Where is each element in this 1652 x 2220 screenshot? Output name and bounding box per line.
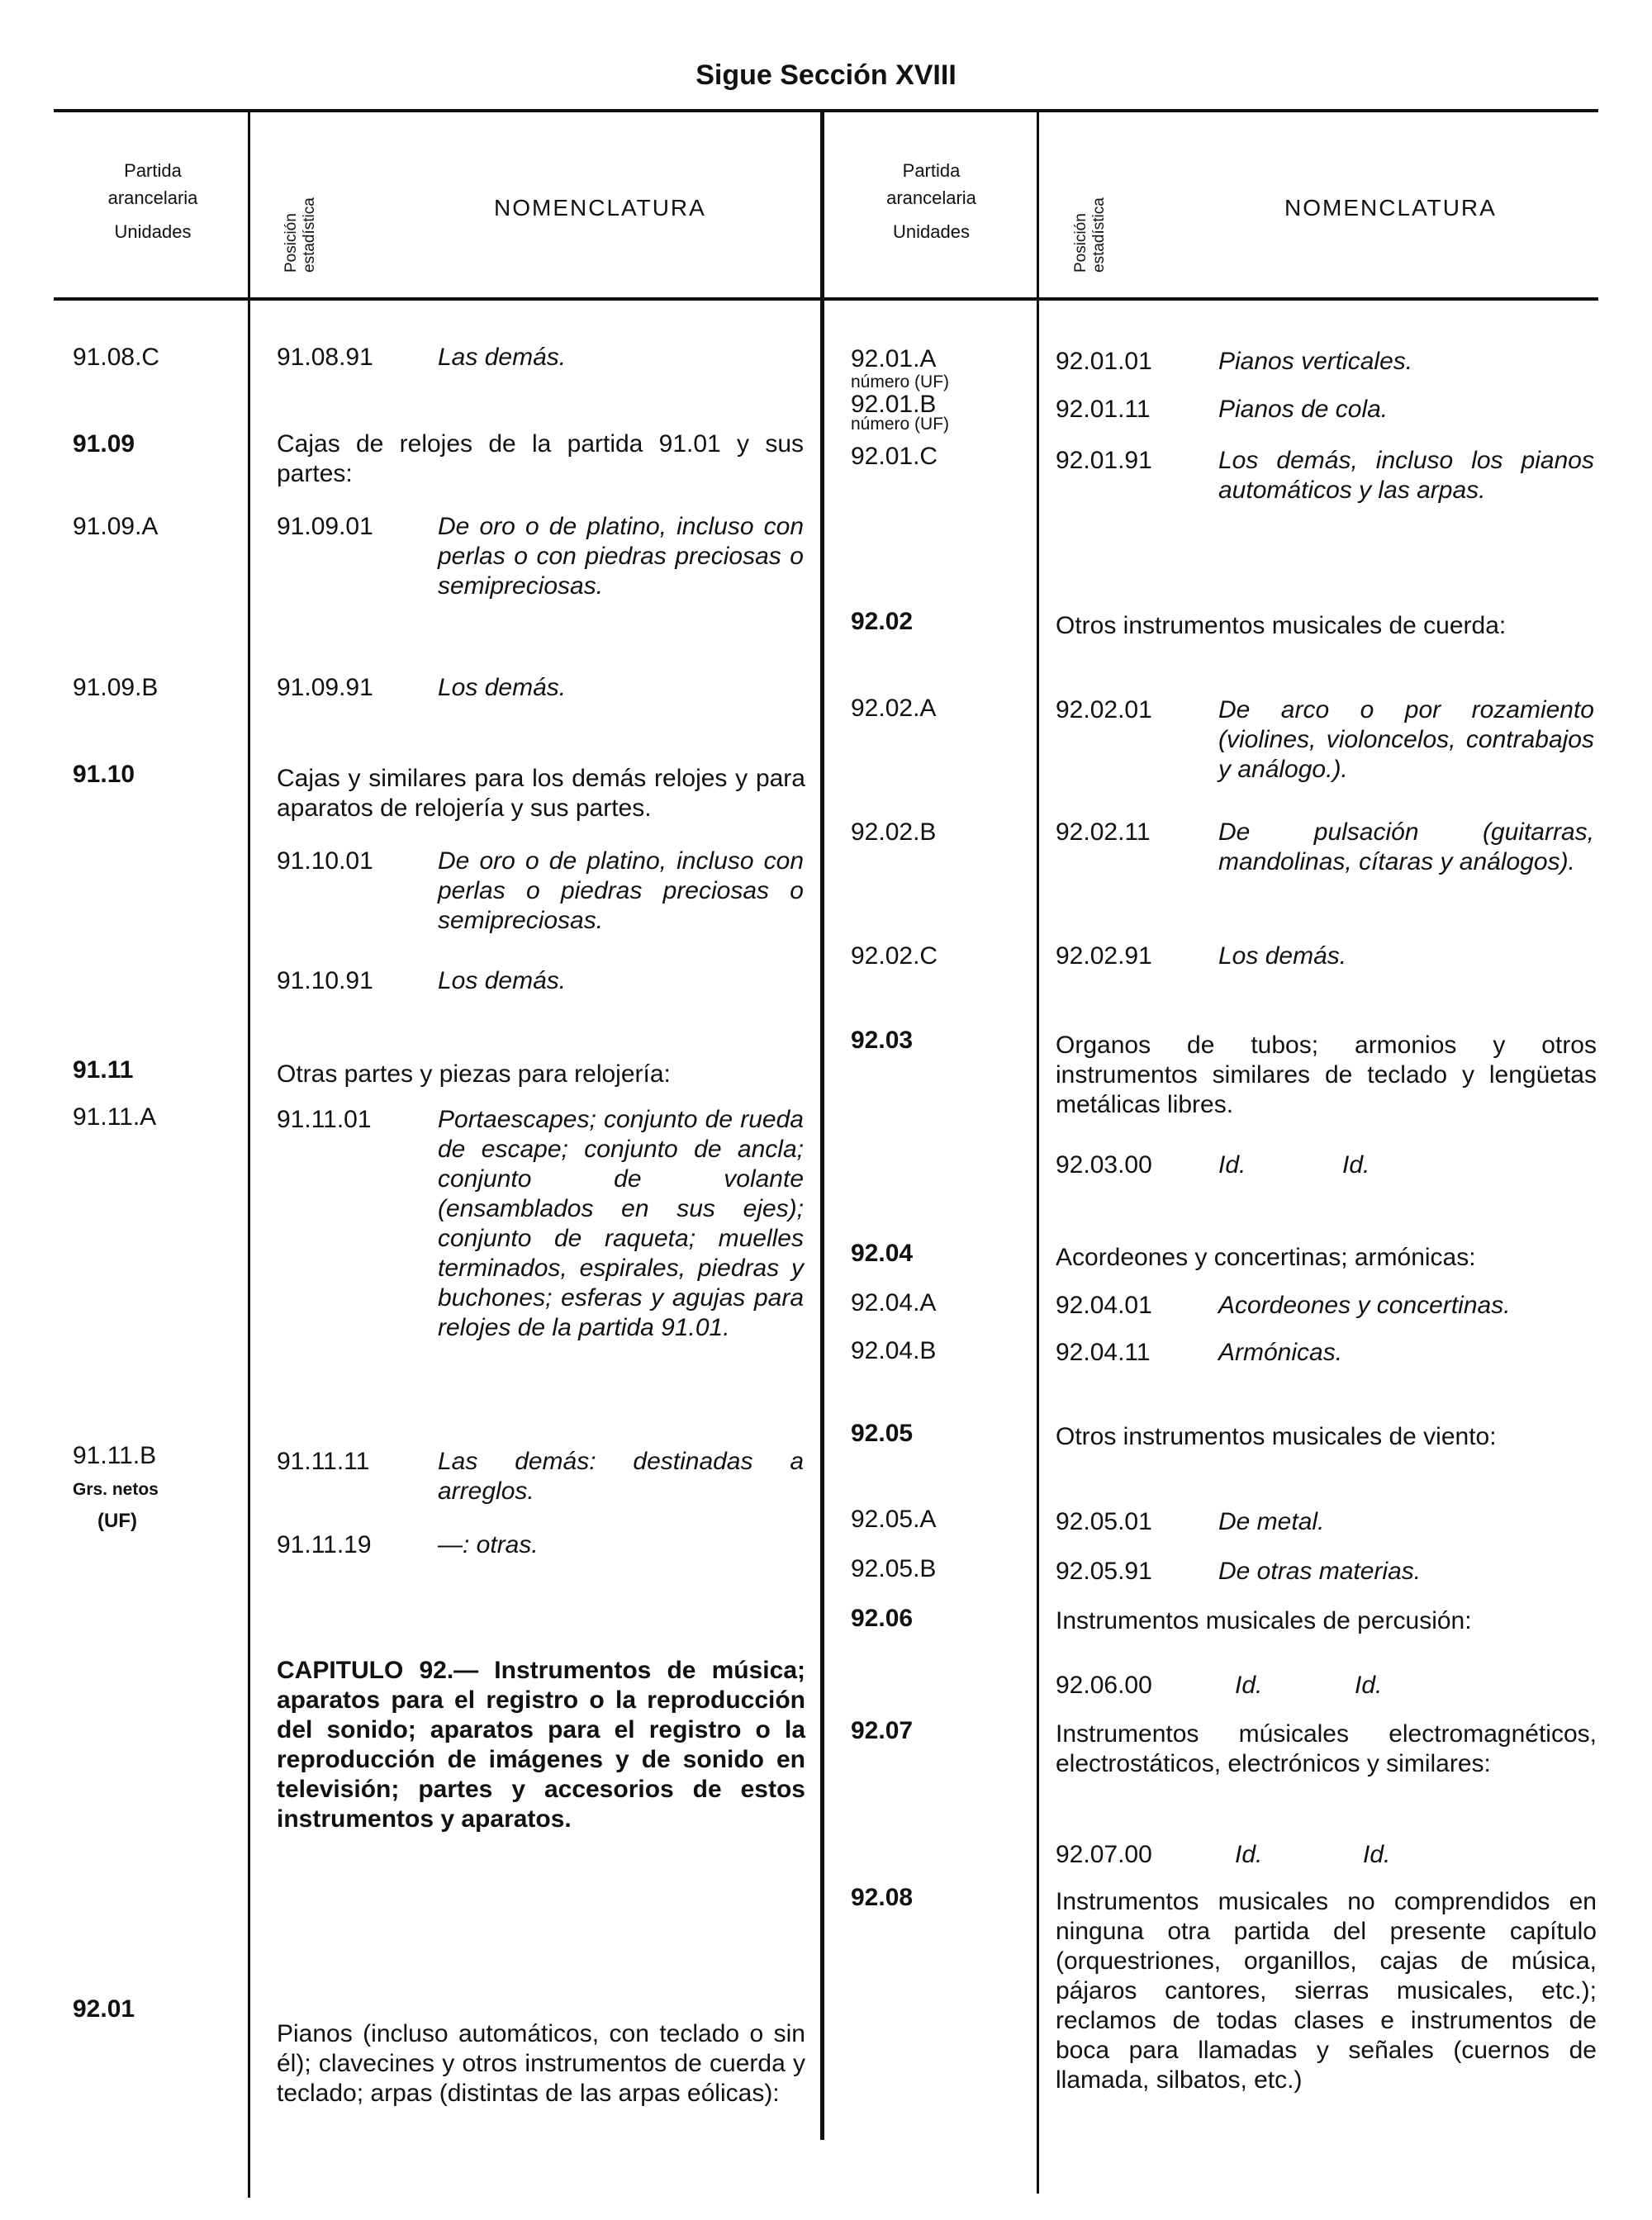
heading-description: Pianos (incluso automáticos, con teclado o sin él); clavecines y otros instrumentos de cuerda y teclado; arpas (distintas de las arpas eólicas): bbox=[277, 2020, 805, 2107]
partida-code: 92.04 bbox=[851, 1240, 914, 1267]
entry-description: Armónicas. bbox=[1218, 1339, 1343, 1366]
partida-code: 92.07 bbox=[851, 1717, 914, 1744]
partida-code: 92.01 bbox=[73, 1995, 135, 2023]
entry-description: De oro o de platino, incluso con perlas o con piedras preciosas o semipreciosas. bbox=[438, 513, 804, 600]
partida-code: 91.11 bbox=[73, 1056, 134, 1084]
entry-description: De arco o por rozamiento (violines, violoncelos, contrabajos y análogo.). bbox=[1218, 696, 1594, 783]
stat-code: 91.11.01 bbox=[277, 1106, 372, 1133]
top-rule bbox=[54, 109, 1598, 112]
stat-code: 92.02.01 bbox=[1056, 696, 1152, 723]
header-posicion-line2: estadística bbox=[1090, 197, 1108, 273]
column-divider-right-1 bbox=[1037, 112, 1039, 2194]
partida-code: 92.08 bbox=[851, 1884, 914, 1911]
heading-description: Acordeones y concertinas; armónicas: bbox=[1056, 1244, 1476, 1271]
partida-code: 92.01.C bbox=[851, 443, 938, 470]
header-posicion-right bbox=[1072, 197, 1108, 273]
header-posicion-line1: Posición bbox=[1072, 213, 1089, 273]
stat-code: 92.06.00 bbox=[1056, 1672, 1152, 1699]
header-partida-line2: arancelaria bbox=[107, 187, 198, 208]
heading-description: Cajas y similares para los demás relojes y para aparatos de relojería y sus partes. bbox=[277, 765, 805, 822]
entry-description: De metal. bbox=[1218, 1508, 1325, 1535]
entry-description: Pianos verticales. bbox=[1218, 348, 1413, 375]
stat-code: 92.04.11 bbox=[1056, 1339, 1151, 1366]
entry-description: Id. bbox=[1235, 1672, 1263, 1699]
unit-label: número (UF) bbox=[851, 372, 950, 391]
header-partida-right bbox=[830, 157, 1032, 245]
stat-code: 92.07.00 bbox=[1056, 1841, 1152, 1868]
stat-code: 91.09.91 bbox=[277, 674, 373, 701]
header-posicion-line1: Posición bbox=[282, 213, 300, 273]
entry-description: Los demás. bbox=[1218, 942, 1347, 970]
header-partida-line3: Unidades bbox=[114, 221, 192, 242]
header-partida-left bbox=[62, 157, 244, 245]
header-partida-line2: arancelaria bbox=[886, 187, 976, 208]
entry-description: De otras materias. bbox=[1218, 1558, 1422, 1585]
stat-code: 92.02.91 bbox=[1056, 942, 1152, 970]
partida-code: 92.06 bbox=[851, 1605, 914, 1632]
stat-code: 91.11.11 bbox=[277, 1448, 370, 1475]
heading-description: Instrumentos músicales electromagnéticos, electrostáticos, electrónicos y similares: bbox=[1056, 1720, 1597, 1777]
entry-description: Id. bbox=[1355, 1672, 1383, 1699]
header-partida-line3: Unidades bbox=[893, 221, 970, 242]
entry-description: De oro o de platino, incluso con perlas o piedras preciosas o semipreciosas. bbox=[438, 847, 804, 934]
header-partida-line1: Partida bbox=[902, 160, 961, 181]
heading-description: Otras partes y piezas para relojería: bbox=[277, 1060, 671, 1088]
stat-code: 91.11.19 bbox=[277, 1531, 372, 1558]
partida-code: 92.02 bbox=[851, 608, 914, 635]
partida-code: 92.05 bbox=[851, 1420, 914, 1447]
page-title: Sigue Sección XVIII bbox=[695, 59, 957, 91]
entry-description: Los demás. bbox=[438, 674, 567, 701]
entry-description: Id. bbox=[1235, 1841, 1263, 1868]
partida-code: 92.01.B bbox=[851, 391, 937, 418]
partida-code: 91.08.C bbox=[73, 344, 160, 371]
heading-description: Instrumentos musicales no comprendidos en ninguna otra partida del presente capítulo (orquestriones, organillos, cajas de música, pájaros cantores, sierras musicales, etc.); reclamos de todas clases e instrumentos de boca para llamadas y señales (cuernos de llamada, silbatos, etc.) bbox=[1056, 1888, 1597, 2094]
header-bottom-rule bbox=[54, 297, 1598, 301]
stat-code: 91.09.01 bbox=[277, 513, 373, 540]
column-divider-left-1 bbox=[248, 112, 250, 2198]
partida-code: 92.04.A bbox=[851, 1289, 937, 1316]
partida-code: 92.04.B bbox=[851, 1337, 937, 1364]
partida-code: 91.09.B bbox=[73, 674, 159, 701]
partida-code: 92.05.A bbox=[851, 1506, 937, 1533]
entry-description: Las demás: destinadas a arreglos. bbox=[438, 1448, 804, 1505]
stat-code: 92.01.11 bbox=[1056, 396, 1151, 423]
unit-label: Grs. netos bbox=[73, 1480, 159, 1499]
stat-code: 92.03.00 bbox=[1056, 1151, 1152, 1179]
entry-description: Id. bbox=[1363, 1841, 1391, 1868]
entry-description: Los demás, incluso los pianos automáticos y las arpas. bbox=[1218, 447, 1594, 504]
chapter-heading: CAPITULO 92.— Instrumentos de música; aparatos para el registro o la reproducción del sonido; aparatos para el registro o la reproducción de imágenes y de sonido en televisión; partes y accesorios de estos instrumentos y aparatos. bbox=[277, 1657, 805, 1833]
partida-code: 92.01.A bbox=[851, 345, 937, 372]
partida-code: 91.11.A bbox=[73, 1103, 157, 1131]
stat-code: 92.05.91 bbox=[1056, 1558, 1152, 1585]
partida-code: 91.09 bbox=[73, 430, 135, 458]
stat-code: 92.02.11 bbox=[1056, 818, 1151, 846]
stat-code: 92.04.01 bbox=[1056, 1292, 1152, 1319]
entry-description: Portaescapes; conjunto de rueda de escape; conjunto de ancla; conjunto de volante (ensamblados en sus ejes); conjunto de raqueta; muelles terminados, espirales, piedras y buchones; esferas y agujas para relojes de la partida 91.01. bbox=[438, 1106, 804, 1341]
stat-code: 91.10.91 bbox=[277, 967, 373, 994]
entry-description: De pulsación (guitarras, mandolinas, cítaras y análogos). bbox=[1218, 818, 1594, 875]
column-divider-center bbox=[820, 112, 824, 2140]
stat-code: 91.08.91 bbox=[277, 344, 373, 371]
partida-code: 92.02.C bbox=[851, 942, 938, 970]
partida-code: 92.03 bbox=[851, 1027, 914, 1054]
header-posicion-left bbox=[282, 197, 319, 273]
entry-description: Los demás. bbox=[438, 967, 567, 994]
stat-code: 92.01.91 bbox=[1056, 447, 1152, 474]
header-partida-line1: Partida bbox=[124, 160, 182, 181]
unit-label: (UF) bbox=[97, 1510, 137, 1532]
entry-description: Las demás. bbox=[438, 344, 567, 371]
stat-code: 91.10.01 bbox=[277, 847, 373, 875]
partida-code: 91.10 bbox=[73, 761, 135, 788]
partida-code: 92.05.B bbox=[851, 1555, 937, 1582]
header-nomenclatura-right: NOMENCLATURA bbox=[1284, 195, 1497, 221]
stat-code: 92.05.01 bbox=[1056, 1508, 1152, 1535]
partida-code: 91.11.B bbox=[73, 1442, 157, 1469]
entry-description: Id. bbox=[1342, 1151, 1370, 1179]
header-nomenclatura-left: NOMENCLATURA bbox=[494, 195, 706, 221]
stat-code: 92.01.01 bbox=[1056, 348, 1152, 375]
partida-code: 91.09.A bbox=[73, 513, 159, 540]
heading-description: Instrumentos musicales de percusión: bbox=[1056, 1607, 1472, 1634]
entry-description: Id. bbox=[1218, 1151, 1246, 1179]
header-posicion-line2: estadística bbox=[301, 197, 318, 273]
entry-description: Acordeones y concertinas. bbox=[1218, 1292, 1511, 1319]
heading-description: Cajas de relojes de la partida 91.01 y sus partes: bbox=[277, 430, 804, 487]
partida-code: 92.02.A bbox=[851, 695, 937, 722]
entry-description: —: otras. bbox=[438, 1531, 539, 1558]
entry-description: Pianos de cola. bbox=[1218, 396, 1389, 423]
heading-description: Organos de tubos; armonios y otros instrumentos similares de teclado y lengüetas metálicas libres. bbox=[1056, 1032, 1597, 1118]
unit-label: número (UF) bbox=[851, 415, 950, 434]
heading-description: Otros instrumentos musicales de viento: bbox=[1056, 1423, 1497, 1450]
partida-code: 92.02.B bbox=[851, 818, 937, 846]
heading-description: Otros instrumentos musicales de cuerda: bbox=[1056, 612, 1507, 639]
